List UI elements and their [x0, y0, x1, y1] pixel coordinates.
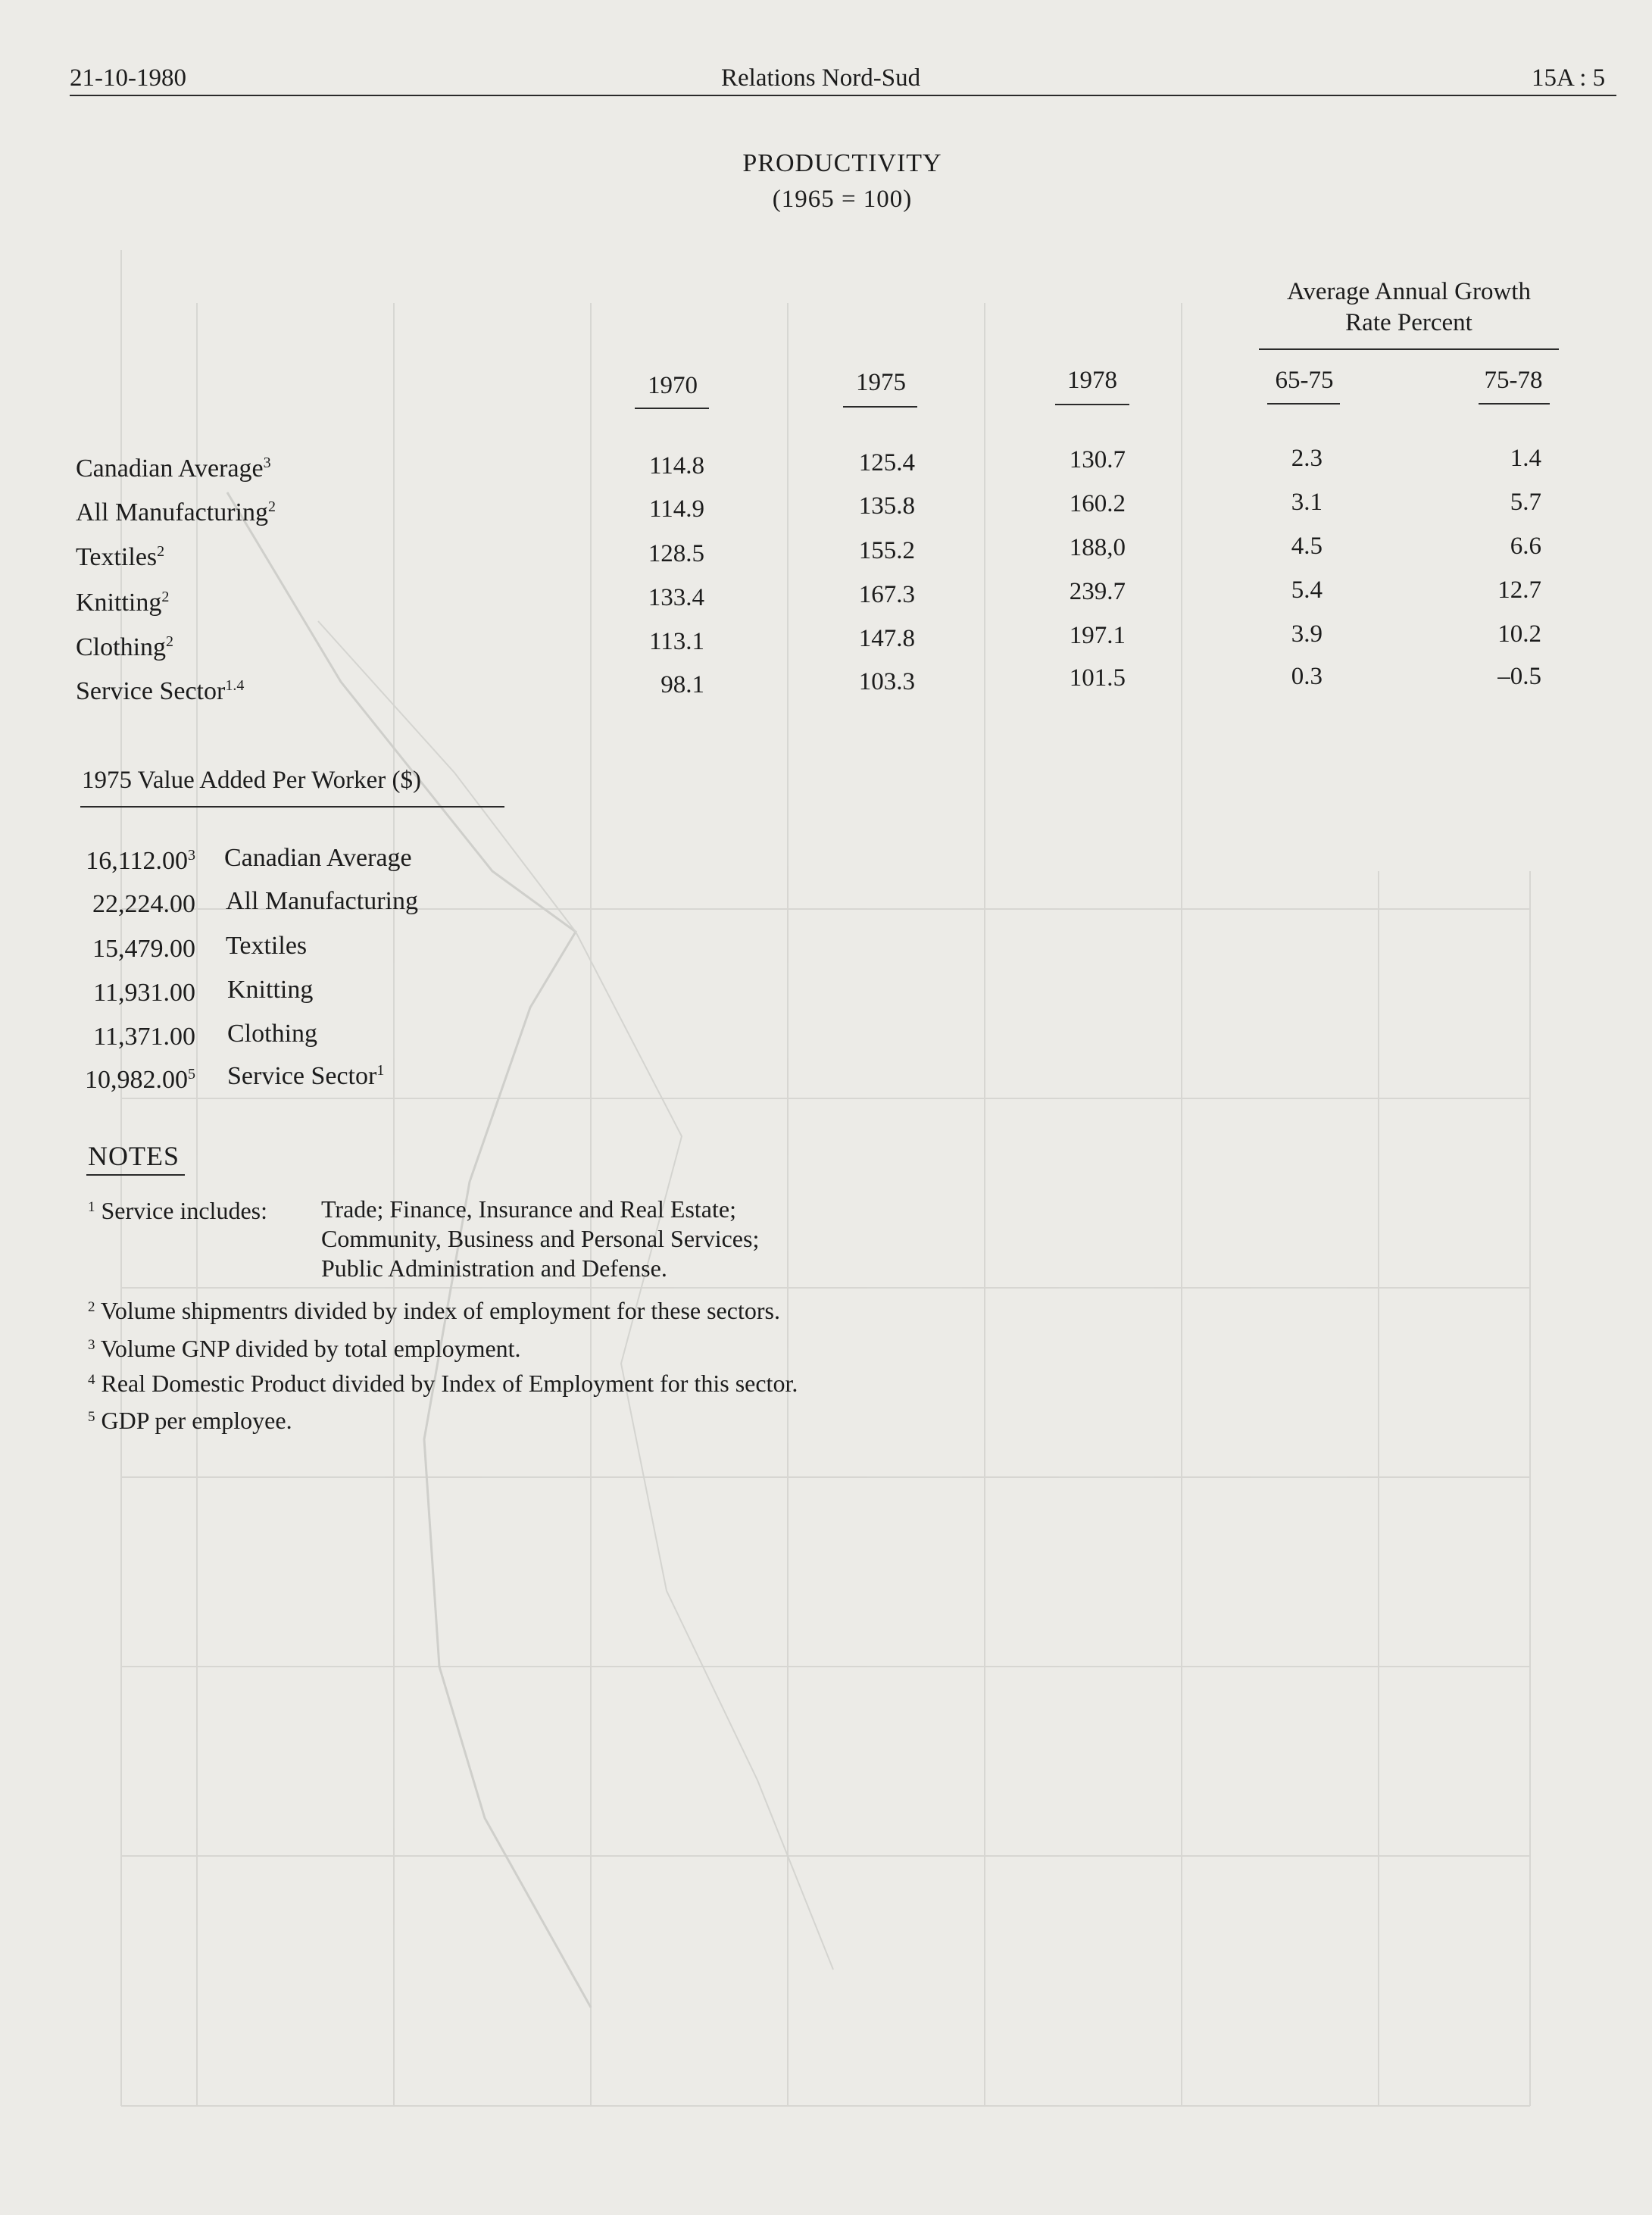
table-cell: 125.4: [858, 449, 915, 476]
col-header-1978: 1978: [1067, 367, 1117, 394]
table-cell: 135.8: [858, 492, 915, 520]
table-cell: 5.7: [1510, 489, 1541, 516]
table-cell: 128.5: [648, 540, 704, 567]
table-subtitle: (1965 = 100): [772, 186, 913, 213]
table-cell: 197.1: [1069, 622, 1126, 649]
table-cell: 114.9: [648, 495, 704, 523]
growth-header-line2: Rate Percent: [1345, 309, 1472, 336]
list-item-name: Textiles: [226, 932, 308, 960]
list-item-value: 10,982.00$^5$: [85, 1066, 195, 1094]
table-row-label: All Manufacturing$^2$: [76, 498, 276, 526]
table-cell: 130.7: [1069, 446, 1126, 473]
table-row-label: Clothing$^2$: [76, 633, 174, 661]
table-cell: 160.2: [1069, 490, 1126, 517]
note-1-line: Public Administration and Defense.: [321, 1254, 667, 1282]
table-row-label: Service Sector$^{1.4}$: [76, 677, 245, 705]
table-cell: –0.5: [1497, 663, 1541, 690]
table-cell: 98.1: [660, 671, 704, 698]
table-cell: 167.3: [858, 581, 915, 608]
header-page-number: 15A : 5: [1532, 64, 1606, 92]
list-item-value: 16,112.00$^3$: [86, 847, 195, 875]
col-header-1975: 1975: [856, 369, 906, 396]
table-row-label: Textiles$^2$: [76, 543, 165, 571]
table-cell: 147.8: [858, 625, 915, 652]
header-date: 21-10-1980: [70, 64, 186, 92]
list-item-value: 11,371.00: [93, 1023, 195, 1051]
list-item-value: 22,224.00: [92, 890, 195, 918]
col-underline-1970: [635, 408, 709, 409]
note-5: $^5$ GDP per employee.: [88, 1407, 292, 1434]
col-underline-75-78: [1479, 403, 1550, 405]
note-1-line: Community, Business and Personal Services;: [321, 1225, 760, 1252]
list-item-name: All Manufacturing: [226, 887, 418, 915]
notes-title: NOTES: [88, 1141, 180, 1171]
growth-header-rule: [1259, 348, 1559, 350]
list-item-value: 11,931.00: [93, 979, 195, 1007]
note-4: $^4$ Real Domestic Product divided by Index of Employment for this sector.: [88, 1370, 798, 1397]
col-underline-1975: [843, 406, 917, 408]
table-row-label: Canadian Average$^3$: [76, 455, 271, 483]
table-cell: 12.7: [1497, 576, 1541, 604]
table-cell: 101.5: [1069, 664, 1126, 692]
list-item-name: Service Sector$^1$: [227, 1062, 385, 1090]
header-rule: [70, 95, 1616, 96]
note-3: $^3$ Volume GNP divided by total employment.: [88, 1335, 521, 1362]
table-cell: 5.4: [1291, 576, 1323, 604]
table-cell: 155.2: [858, 537, 915, 564]
table-cell: 10.2: [1497, 620, 1541, 648]
col-header-65-75: 65-75: [1275, 367, 1334, 394]
table-cell: 1.4: [1510, 445, 1541, 472]
value-added-title: 1975 Value Added Per Worker ($): [82, 767, 421, 794]
table-cell: 0.3: [1291, 663, 1323, 690]
table-cell: 239.7: [1069, 578, 1126, 605]
notes-title-rule: [86, 1174, 185, 1176]
table-cell: 6.6: [1510, 533, 1541, 560]
col-underline-1978: [1055, 404, 1129, 405]
table-cell: 133.4: [648, 584, 704, 611]
table-cell: 103.3: [858, 668, 915, 695]
growth-header-line1: Average Annual Growth: [1287, 278, 1531, 305]
value-added-title-rule: [80, 806, 504, 808]
col-underline-65-75: [1267, 403, 1340, 405]
table-cell: 113.1: [648, 628, 704, 655]
table-cell: 3.1: [1291, 489, 1323, 516]
header-title: Relations Nord-Sud: [721, 64, 921, 92]
list-item-name: Knitting: [227, 976, 314, 1004]
table-cell: 3.9: [1291, 620, 1323, 648]
table-cell: 188,0: [1069, 534, 1126, 561]
table-cell: 4.5: [1291, 533, 1323, 560]
table-cell: 2.3: [1291, 445, 1323, 472]
list-item-name: Canadian Average: [224, 844, 412, 872]
table-cell: 114.8: [648, 452, 704, 480]
list-item-name: Clothing: [227, 1020, 318, 1048]
table-row-label: Knitting$^2$: [76, 589, 170, 617]
note-2: $^2$ Volume shipmentrs divided by index of employment for these sectors.: [88, 1297, 780, 1324]
col-header-75-78: 75-78: [1484, 367, 1543, 394]
table-title: PRODUCTIVITY: [742, 149, 942, 177]
col-header-1970: 1970: [648, 372, 698, 399]
note-1-line: Trade; Finance, Insurance and Real Estate;: [321, 1195, 736, 1223]
note-1: $^1$ Service includes:: [88, 1197, 267, 1224]
list-item-value: 15,479.00: [92, 935, 195, 963]
